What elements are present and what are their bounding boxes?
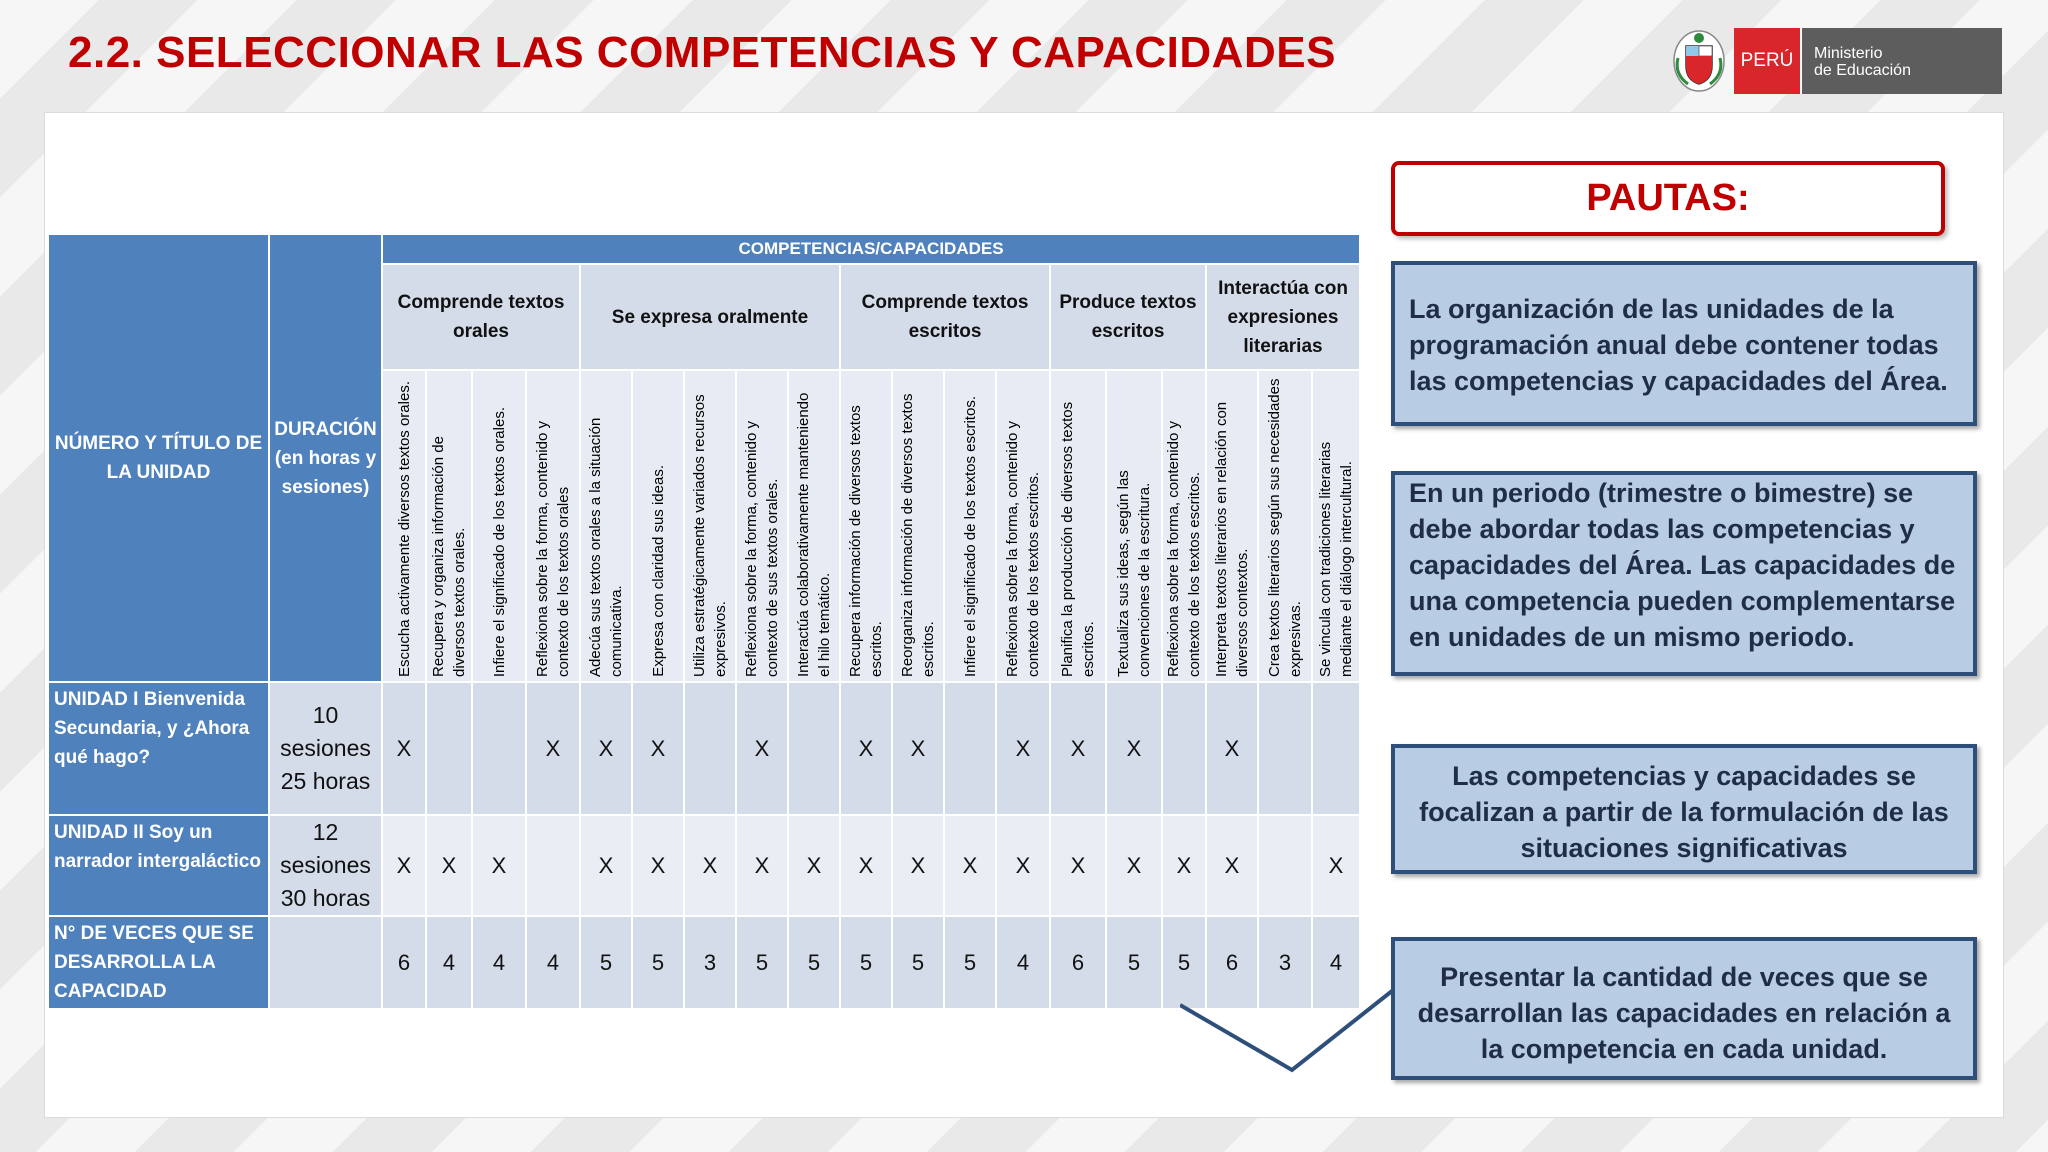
capacidad-label: Reflexiona sobre la forma, contenido y contexto de los textos escritos. <box>1004 421 1042 677</box>
table-cell: 4 <box>996 916 1050 1009</box>
capacidad-header-13 <box>1050 370 1106 682</box>
capacidad-label: Utiliza estratégicamente variados recursos expresivos. <box>691 394 729 677</box>
table-cell: X <box>788 815 840 916</box>
table-cell: X <box>684 815 736 916</box>
unidad-label: UNIDAD II Soy un narrador intergaláctico <box>48 815 269 916</box>
table-cell: X <box>472 815 526 916</box>
table-cell: 5 <box>1162 916 1206 1009</box>
capacidad-header-11 <box>944 370 996 682</box>
table-cell <box>788 682 840 815</box>
capacidad-label: Reflexiona sobre la forma, contenido y contexto de los textos orales <box>534 421 572 677</box>
capacidad-label: Recupera y organiza información de diversos textos orales. <box>430 436 468 677</box>
capacidad-label: Infiere el significado de los textos orales. <box>490 406 508 677</box>
table-cell: X <box>426 815 472 916</box>
table-cell: X <box>1162 815 1206 916</box>
table-cell: 5 <box>736 916 788 1009</box>
capacidad-header-18 <box>1312 370 1360 682</box>
capacidad-label: Adecúa sus textos orales a la situación comunicativa. <box>587 417 625 677</box>
table-cell: 4 <box>426 916 472 1009</box>
table-cell: X <box>382 815 426 916</box>
capacidad-label: Se vincula con tradiciones literarias mediante el diálogo intercultural. <box>1317 441 1355 677</box>
capacidad-header-5 <box>632 370 684 682</box>
duracion-cell: 10 sesiones 25 horas <box>269 682 382 815</box>
header-competencias: COMPETENCIAS/CAPACIDADES <box>382 234 1360 264</box>
capacidad-label: Reflexiona sobre la forma, contenido y contexto de sus textos orales. <box>743 421 781 677</box>
note-cantidad-veces: Presentar la cantidad de veces que se desarrollan las capacidades en relación a la competencia en cada unidad. <box>1391 937 1977 1080</box>
table-cell: X <box>840 682 892 815</box>
table-cell: 6 <box>1050 916 1106 1009</box>
capacidad-header-14 <box>1106 370 1162 682</box>
capacidad-header-12 <box>996 370 1050 682</box>
table-cell: X <box>1206 815 1258 916</box>
capacidad-header-2 <box>472 370 526 682</box>
capacidad-header-1 <box>426 370 472 682</box>
table-cell: X <box>632 682 684 815</box>
table-cell: X <box>1206 682 1258 815</box>
capacidad-label: Interactúa colaborativamente manteniendo el hilo temático. <box>795 392 833 677</box>
table-cell: X <box>526 682 580 815</box>
table-cell: X <box>736 815 788 916</box>
ministerio-line2: de Educación <box>1814 62 1911 79</box>
table-cell: X <box>736 682 788 815</box>
capacidad-header-16 <box>1206 370 1258 682</box>
table-cell: X <box>1050 815 1106 916</box>
capacidad-header-15 <box>1162 370 1206 682</box>
table-cell: 5 <box>580 916 632 1009</box>
table-cell <box>1258 682 1312 815</box>
capacidad-label: Crea textos literarios según sus necesidades expresivas. <box>1266 378 1304 677</box>
peru-label: PERÚ <box>1734 28 1800 94</box>
table-cell: X <box>996 815 1050 916</box>
table-cell: X <box>580 815 632 916</box>
table-cell <box>1312 682 1360 815</box>
header-unidad: NÚMERO Y TÍTULO DE LA UNIDAD <box>48 234 269 682</box>
capacidad-label: Infiere el significado de los textos escritos. <box>961 396 979 677</box>
table-cell: 5 <box>632 916 684 1009</box>
capacidad-header-9 <box>840 370 892 682</box>
ministerio-label <box>1800 28 2002 94</box>
table-cell: X <box>1106 682 1162 815</box>
table-row <box>48 682 1360 815</box>
table-cell: X <box>382 682 426 815</box>
capacidad-label: Escucha activamente diversos textos orales. <box>395 381 413 677</box>
capacidad-header-7 <box>736 370 788 682</box>
table-cell: X <box>944 815 996 916</box>
capacidad-label: Interpreta textos literarios en relación con diversos contextos. <box>1213 401 1251 677</box>
table-cell: 5 <box>944 916 996 1009</box>
table-cell: X <box>1050 682 1106 815</box>
note-focalizan: Las competencias y capacidades se focalizan a partir de la formulación de las situaciones significativas <box>1391 744 1977 874</box>
capacidad-label: Expresa con claridad sus ideas. <box>649 465 667 677</box>
capacidad-header-17 <box>1258 370 1312 682</box>
unidad-label: UNIDAD I Bienvenida Secundaria, y ¿Ahora qué hago? <box>48 682 269 815</box>
note-periodo: En un periodo (trimestre o bimestre) se debe abordar todas las competencias y capacidades del Área. Las capacidades de una competencia pueden complementarse en unidades de un mismo periodo. <box>1391 471 1977 676</box>
capacidad-label: Recupera información de diversos textos escritos. <box>847 405 885 677</box>
table-cell <box>526 815 580 916</box>
coat-of-arms-icon <box>1672 28 1726 94</box>
table-cell: 4 <box>526 916 580 1009</box>
note-organizacion: La organización de las unidades de la programación anual debe contener todas las competencias y capacidades del Área. <box>1391 261 1977 426</box>
competencia-group-0: Comprende textos orales <box>382 264 580 370</box>
competencia-group-4: Interactúa con expresiones literarias <box>1206 264 1360 370</box>
table-cell: X <box>1312 815 1360 916</box>
capacidad-label: Reflexiona sobre la forma, contenido y contexto de los textos escritos. <box>1165 421 1203 677</box>
table-cell: X <box>840 815 892 916</box>
table-cell: 5 <box>892 916 944 1009</box>
table-cell: 5 <box>788 916 840 1009</box>
table-cell: 6 <box>1206 916 1258 1009</box>
unidad-label: N° DE VECES QUE SE DESARROLLA LA CAPACIDAD <box>48 916 269 1009</box>
capacidad-label: Reorganiza información de diversos textos escritos. <box>899 393 937 677</box>
table-cell <box>426 682 472 815</box>
table-cell: 6 <box>382 916 426 1009</box>
table-cell: 4 <box>1312 916 1360 1009</box>
callout-connector <box>1180 985 1395 1075</box>
capacidad-header-3 <box>526 370 580 682</box>
table-cell: X <box>892 815 944 916</box>
competencia-group-1: Se expresa oralmente <box>580 264 840 370</box>
minedu-logo <box>1672 28 2002 94</box>
table-cell: X <box>892 682 944 815</box>
table-cell: 4 <box>472 916 526 1009</box>
table-cell: 3 <box>1258 916 1312 1009</box>
table-cell: 3 <box>684 916 736 1009</box>
capacidad-header-8 <box>788 370 840 682</box>
capacidad-header-4 <box>580 370 632 682</box>
table-cell: 5 <box>840 916 892 1009</box>
table-row <box>48 916 1360 1009</box>
capacidad-label: Planifica la producción de diversos textos escritos. <box>1059 401 1097 677</box>
table-cell: X <box>632 815 684 916</box>
competencia-group-2: Comprende textos escritos <box>840 264 1050 370</box>
table-cell <box>1162 682 1206 815</box>
table-cell <box>472 682 526 815</box>
capacidad-header-10 <box>892 370 944 682</box>
capacidad-header-6 <box>684 370 736 682</box>
slide-title: 2.2. SELECCIONAR LAS COMPETENCIAS Y CAPACIDADES <box>68 28 1336 77</box>
ministerio-line1: Ministerio <box>1814 45 1883 62</box>
duracion-cell <box>269 916 382 1009</box>
table-cell <box>1258 815 1312 916</box>
capacidad-label: Textualiza sus ideas, según las convenciones de la escritura. <box>1115 470 1153 677</box>
table-cell: X <box>1106 815 1162 916</box>
table-cell: X <box>580 682 632 815</box>
competencia-group-3: Produce textos escritos <box>1050 264 1206 370</box>
table-cell <box>944 682 996 815</box>
programacion-table <box>47 233 1361 1010</box>
table-cell: X <box>996 682 1050 815</box>
pautas-title: PAUTAS: <box>1391 161 1945 236</box>
capacidad-header-0 <box>382 370 426 682</box>
table-cell: 5 <box>1106 916 1162 1009</box>
table-row <box>48 815 1360 916</box>
table-cell <box>684 682 736 815</box>
duracion-cell: 12 sesiones 30 horas <box>269 815 382 916</box>
header-duracion: DURACIÓN (en horas y sesiones) <box>269 234 382 682</box>
